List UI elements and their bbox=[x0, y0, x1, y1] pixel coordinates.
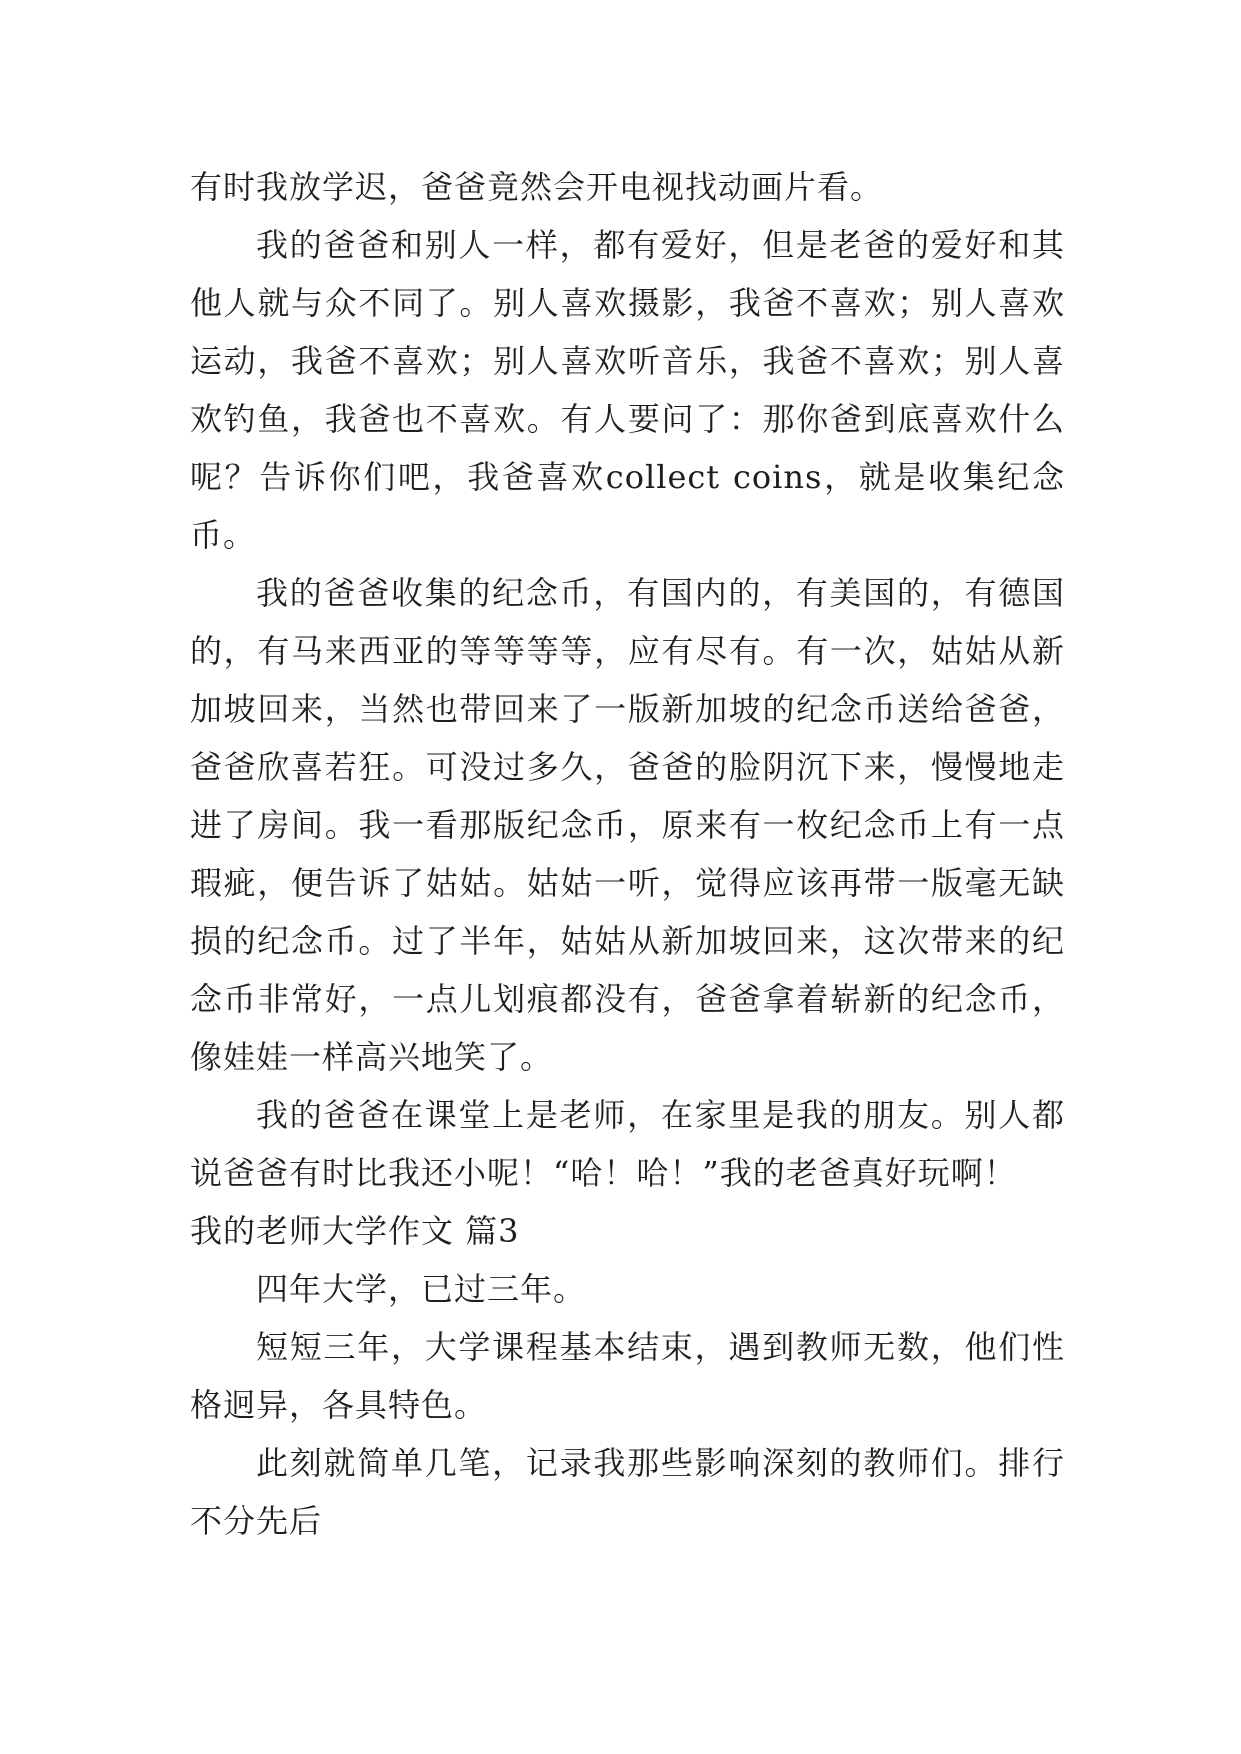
paragraph-three-years: 短短三年，大学课程基本结束，遇到教师无数，他们性格迥异，各具特色。 bbox=[190, 1328, 1065, 1424]
paragraph-hobbies: 我的爸爸和别人一样，都有爱好，但是老爸的爱好和其他人就与众不同了。别人喜欢摄影，我爸不喜欢；别人喜欢运动，我爸不喜欢；别人喜欢听音乐，我爸不喜欢；别人喜欢钓鱼，我爸也不喜欢。有人要问了：那你爸到底喜欢什么呢？告诉你们吧，我爸喜欢collect coins，就是收集纪念币。 bbox=[190, 226, 1065, 554]
paragraph-four-years: 四年大学，已过三年。 bbox=[256, 1270, 587, 1308]
paragraph-friend: 我的爸爸在课堂上是老师，在家里是我的朋友。别人都说爸爸有时比我还小呢！“哈！哈！”我的老爸真好玩啊！ bbox=[190, 1096, 1065, 1192]
paragraph-coins: 我的爸爸收集的纪念币，有国内的，有美国的，有德国的，有马来西亚的等等等等，应有尽有。有一次，姑姑从新加坡回来，当然也带回来了一版新加坡的纪念币送给爸爸，爸爸欣喜若狂。可没过多久，爸爸的脸阴沉下来，慢慢地走进了房间。我一看那版纪念币，原来有一枚纪念币上有一点瑕疵，便告诉了姑姑。姑姑一听，觉得应该再带一版毫无缺损的纪念币。过了半年，姑姑从新加坡回来，这次带来的纪念币非常好，一点儿划痕都没有，爸爸拿着崭新的纪念币，像娃娃一样高兴地笑了。 bbox=[190, 574, 1065, 1076]
section-heading: 我的老师大学作文 篇3 bbox=[190, 1212, 520, 1250]
paragraph-record: 此刻就简单几笔，记录我那些影响深刻的教师们。排行不分先后 bbox=[190, 1444, 1065, 1540]
document-body bbox=[190, 158, 1065, 1550]
paragraph-continuation: 有时我放学迟，爸爸竟然会开电视找动画片看。 bbox=[190, 168, 884, 206]
